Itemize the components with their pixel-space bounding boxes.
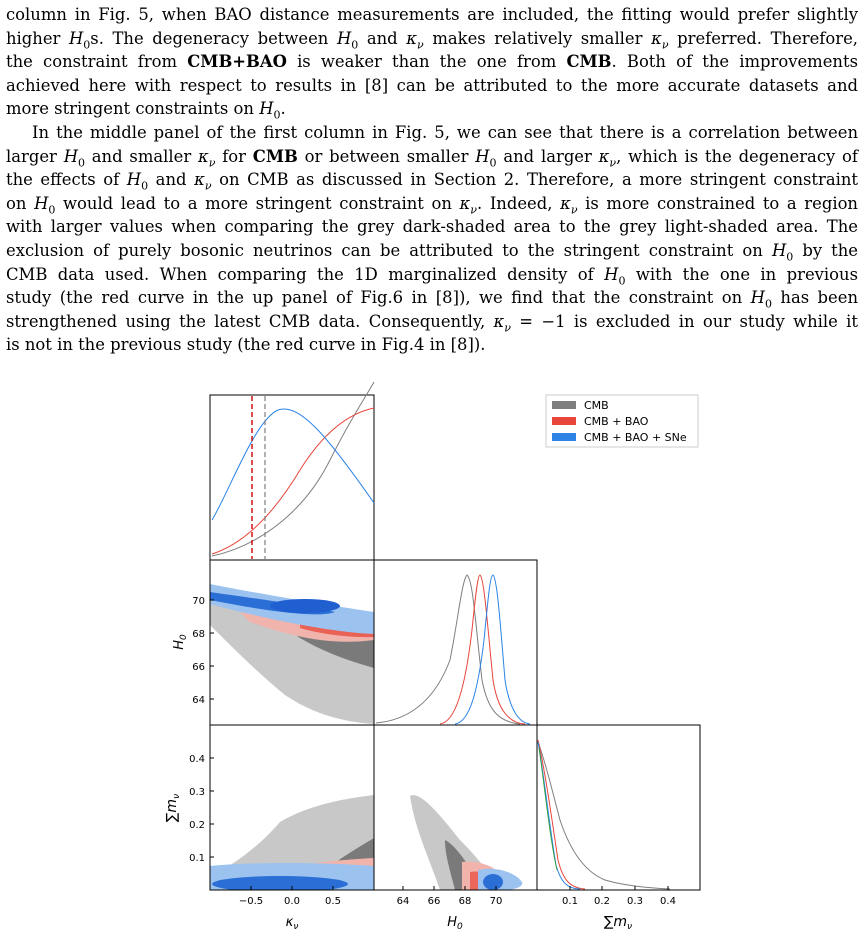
legend-label-sne: CMB + BAO + SNe <box>584 431 687 444</box>
text-line: column in Fig. 5, when BAO distance measurements are included, the fitting would prefer slightly <box>6 5 858 24</box>
ytick-64: 64 <box>192 695 205 706</box>
panel-h0-vs-kappa <box>172 560 374 725</box>
panel-mnu-vs-h0 <box>374 725 537 932</box>
text-line: the effects of $H_0$ and $\kappa_\nu$ on CMB as discussed in Section 2. Therefore, a more stringent constraint <box>6 170 858 193</box>
xtick-mnu-0.2: 0.2 <box>594 896 610 907</box>
xlabel-mnu: $\sum m_\nu$ <box>603 914 633 932</box>
panel-mnu-1d <box>537 725 700 932</box>
panel-kappa-1d <box>210 382 374 560</box>
xtick-mnu-0.1: 0.1 <box>562 896 578 907</box>
text-line: more stringent constraints on $H_0$. <box>6 99 286 122</box>
ytick-66: 66 <box>192 662 205 673</box>
text-line: with larger values when comparing the grey dark-shaded area to the grey light-shaded area. The <box>6 217 858 237</box>
xtick-h0-70: 70 <box>489 896 503 907</box>
text-line: larger $H_0$ and smaller $\kappa_\nu$ for CMB or between smaller $H_0$ and larger $\kappa_\nu$, which is the degeneracy of <box>6 146 858 169</box>
xtick-h0-66: 66 <box>427 896 441 907</box>
panel-h0-1d <box>374 560 537 725</box>
text-line: is not in the previous study (the red curve in Fig.4 in [8]). <box>6 335 486 355</box>
text-line: achieved here with respect to results in [8] can be attributed to the more accurate datasets and <box>6 75 858 95</box>
xtick-mnu-0.4: 0.4 <box>660 896 676 907</box>
curve-cmb-mnu <box>538 742 670 889</box>
curve-sne-h0 <box>455 575 530 724</box>
xtick-kappa-0.0: 0.0 <box>284 896 300 907</box>
text-line: study (the red curve in the up panel of Fig.6 in [8]), we find that the constraint on $H_0$ has been <box>6 288 858 311</box>
curve-bao-kappa <box>212 408 374 554</box>
xtick-h0-68: 68 <box>458 896 472 907</box>
ylabel-h0: $H_0$ <box>172 634 189 650</box>
legend-swatch-sne <box>552 433 576 441</box>
text-line: the constraint from CMB+BAO is weaker than the one from CMB. Both of the improvements <box>6 52 858 72</box>
text-line: In the middle panel of the first column in Fig. 5, we can see that there is a correlation between <box>32 123 858 142</box>
legend <box>546 395 698 447</box>
ytick-0.2: 0.2 <box>189 820 205 831</box>
text-line: exclusion of purely bosonic neutrinos can be attributed to the stringent constraint on $H_0$ by the <box>6 240 859 264</box>
text-line: on $H_0$ would lead to a more stringent constraint on $\kappa_\nu$. Indeed, $\kappa_\nu$ is more constrained to a region <box>6 193 858 217</box>
xtick-h0-64: 64 <box>396 896 410 907</box>
ytick-0.3: 0.3 <box>189 787 205 798</box>
contour-sne-inner <box>483 874 503 890</box>
ytick-68: 68 <box>192 629 205 640</box>
legend-label-bao: CMB + BAO <box>584 415 649 428</box>
xlabel-h0: $H_0$ <box>447 915 463 932</box>
legend-swatch-cmb <box>552 401 576 409</box>
curve-sne-kappa <box>212 409 374 520</box>
panel-mnu-vs-kappa <box>164 725 374 932</box>
text-line: strengthened using the latest CMB data. Consequently, $\kappa_\nu = -1$ is excluded in our study while it <box>6 311 859 335</box>
text-line: CMB data used. When comparing the 1D marginalized density of $H_0$ with the one in previous <box>6 264 858 287</box>
xtick-kappa-0.5: 0.5 <box>325 896 341 907</box>
contour-sne-core <box>270 599 340 613</box>
ytick-0.1: 0.1 <box>189 853 205 864</box>
legend-label-cmb: CMB <box>584 399 609 412</box>
xlabel-kappa: $\kappa_\nu$ <box>285 915 299 932</box>
ylabel-mnu: $\sum m_\nu$ <box>164 793 182 823</box>
ytick-70: 70 <box>192 596 205 607</box>
text-line: higher $H_0s$. The degeneracy between $H_0$ and $\kappa_\nu$ makes relatively smaller $\kappa_\nu$ preferred. Therefore, <box>6 28 858 51</box>
legend-swatch-bao <box>552 417 576 425</box>
xtick-kappa-neg0.5: −0.5 <box>238 896 264 907</box>
xtick-mnu-0.3: 0.3 <box>627 896 643 907</box>
ytick-0.4: 0.4 <box>189 754 205 765</box>
